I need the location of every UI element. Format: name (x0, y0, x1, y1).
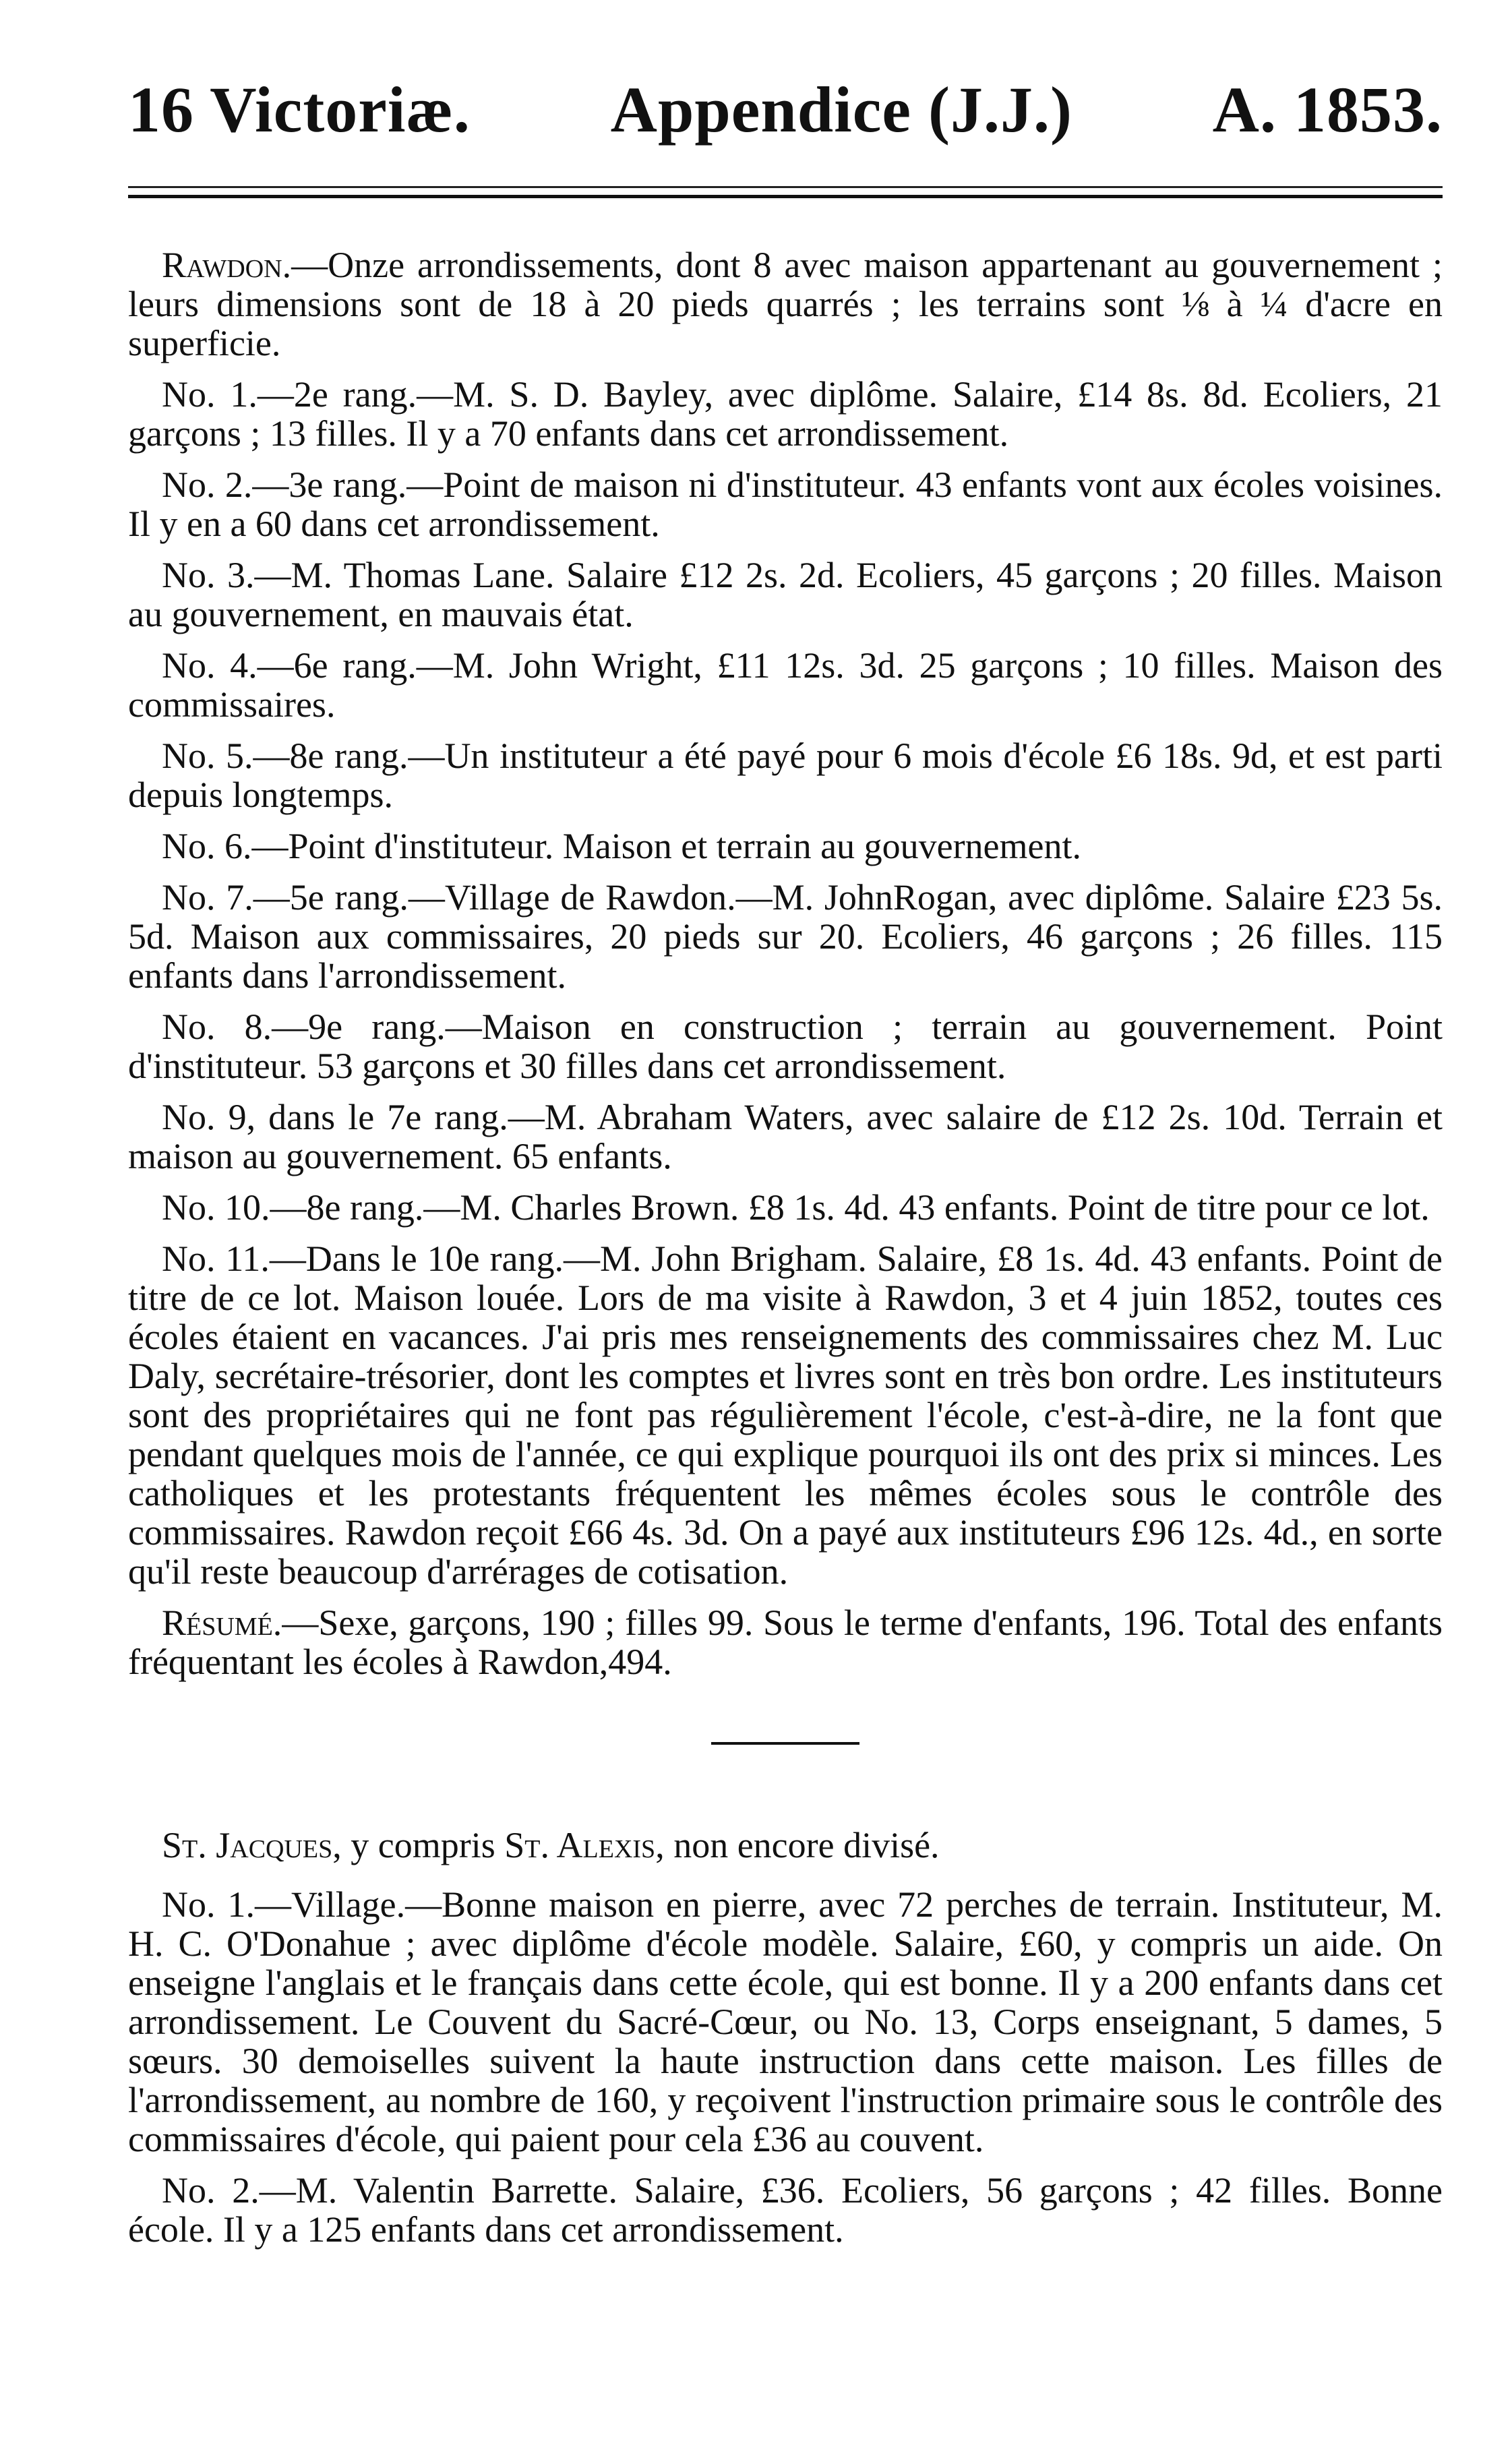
rawdon-entry-3: No. 3.—M. Thomas Lane. Salaire £12 2s. 2d. Ecoliers, 45 garçons ; 20 filles. Maison au gouvernement, en mauvais état. (128, 554, 1443, 634)
rawdon-entry-5: No. 5.—8e rang.—Un instituteur a été payé pour 6 mois d'école £6 18s. 9d, et est parti depuis longtemps. (128, 735, 1443, 815)
page-header (128, 74, 1443, 146)
rawdon-label: Rawdon. (162, 244, 292, 285)
header-rule-thin (128, 186, 1443, 188)
rawdon-intro-text: —Onze arrondissements, dont 8 avec maison appartenant au gouvernement ; leurs dimensions sont de 18 à 20 pieds quarrés ; les terrains sont ⅛ à ¼ d'acre en superficie. (128, 244, 1443, 363)
st-jacques-heading (128, 1826, 1443, 1865)
header-appendix: Appendice (J.J.) (610, 73, 1072, 146)
st-jacques-connector: , y compris (332, 1824, 505, 1865)
rawdon-entry-8: No. 8.—9e rang.—Maison en construction ; terrain au gouvernement. Point d'instituteur. 53 garçons et 30 filles dans cet arrondissement. (128, 1006, 1443, 1086)
rawdon-entry-9: No. 9, dans le 7e rang.—M. Abraham Waters, avec salaire de £12 2s. 10d. Terrain et maison au gouvernement. 65 enfants. (128, 1096, 1443, 1176)
document-page (128, 74, 1443, 2261)
rawdon-entry-11: No. 11.—Dans le 10e rang.—M. John Brigham. Salaire, £8 1s. 4d. 43 enfants. Point de titre de ce lot. Maison louée. Lors de ma visite à Rawdon, 3 et 4 juin 1852, toutes ces écoles étaient en vacances. J'ai pris mes renseignements des commissaires chez M. Luc Daly, secrétaire-trésorier, dont les comptes et livres sont en très bon ordre. Les instituteurs sont des propriétaires qui ne font pas régulièrement l'école, c'est-à-dire, ne la font que pendant quelques mois de l'année, ce qui explique pourquoi ils ont des prix si minces. Les catholiques et les protestants fréquentent les mêmes écoles sous le contrôle des commissaires. Rawdon reçoit £66 4s. 3d. On a payé aux instituteurs £96 12s. 4d., en sorte qu'il reste beaucoup d'arrérages de cotisation. (128, 1238, 1443, 1592)
st-jacques-entry-2: No. 2.—M. Valentin Barrette. Salaire, £36. Ecoliers, 56 garçons ; 42 filles. Bonne école. Il y a 125 enfants dans cet arrondissement. (128, 2169, 1443, 2250)
st-jacques-heading-tail: , non encore divisé. (655, 1824, 940, 1865)
rawdon-entry-2: No. 2.—3e rang.—Point de maison ni d'instituteur. 43 enfants vont aux écoles voisines. Il y en a 60 dans cet arrondissement. (128, 464, 1443, 544)
rawdon-entry-1: No. 1.—2e rang.—M. S. D. Bayley, avec diplôme. Salaire, £14 8s. 8d. Ecoliers, 21 garçons ; 13 filles. Il y a 70 enfants dans cet arrondissement. (128, 373, 1443, 454)
st-jacques-entry-1: No. 1.—Village.—Bonne maison en pierre, avec 72 perches de terrain. Instituteur, M. H. C. O'Donahue ; avec diplôme d'école modèle. Salaire, £60, y compris un aide. On enseigne l'anglais et le français dans cette école, qui est bonne. Il y a 200 enfants dans cet arrondissement. Le Couvent du Sacré-Cœur, ou No. 13, Corps enseignant, 5 dames, 5 sœurs. 30 demoiselles suivent la haute instruction dans cette maison. Les filles de l'arrondissement, au nombre de 160, y reçoivent l'instruction primaire sous le contrôle des commissaires d'école, qui paient pour cela £36 au couvent. (128, 1884, 1443, 2159)
header-rule-thick (128, 195, 1443, 198)
section-divider (711, 1742, 859, 1745)
st-alexis-label: St. Alexis (504, 1824, 656, 1865)
summary-text: —Sexe, garçons, 190 ; filles 99. Sous le terme d'enfants, 196. Total des enfants fréquentant les écoles à Rawdon,494. (128, 1602, 1443, 1682)
rawdon-entry-10: No. 10.—8e rang.—M. Charles Brown. £8 1s. 4d. 43 enfants. Point de titre pour ce lot. (162, 1187, 1430, 1228)
st-jacques-label: St. Jacques (162, 1824, 333, 1865)
summary-label: Résumé. (162, 1602, 282, 1643)
rawdon-entry-6: No. 6.—Point d'instituteur. Maison et terrain au gouvernement. (162, 825, 1082, 866)
rawdon-entry-7: No. 7.—5e rang.—Village de Rawdon.—M. JohnRogan, avec diplôme. Salaire £23 5s. 5d. Maison aux commissaires, 20 pieds sur 20. Ecoliers, 46 garçons ; 26 filles. 115 enfants dans l'arrondissement. (128, 876, 1443, 996)
header-session: 16 Victoriæ. (128, 73, 471, 146)
header-rules (128, 186, 1443, 198)
header-year: A. 1853. (1212, 73, 1443, 146)
rawdon-summary (128, 1603, 1443, 1681)
rawdon-intro (128, 245, 1443, 363)
rawdon-entry-4: No. 4.—6e rang.—M. John Wright, £11 12s. 3d. 25 garçons ; 10 filles. Maison des commissaires. (128, 645, 1443, 725)
